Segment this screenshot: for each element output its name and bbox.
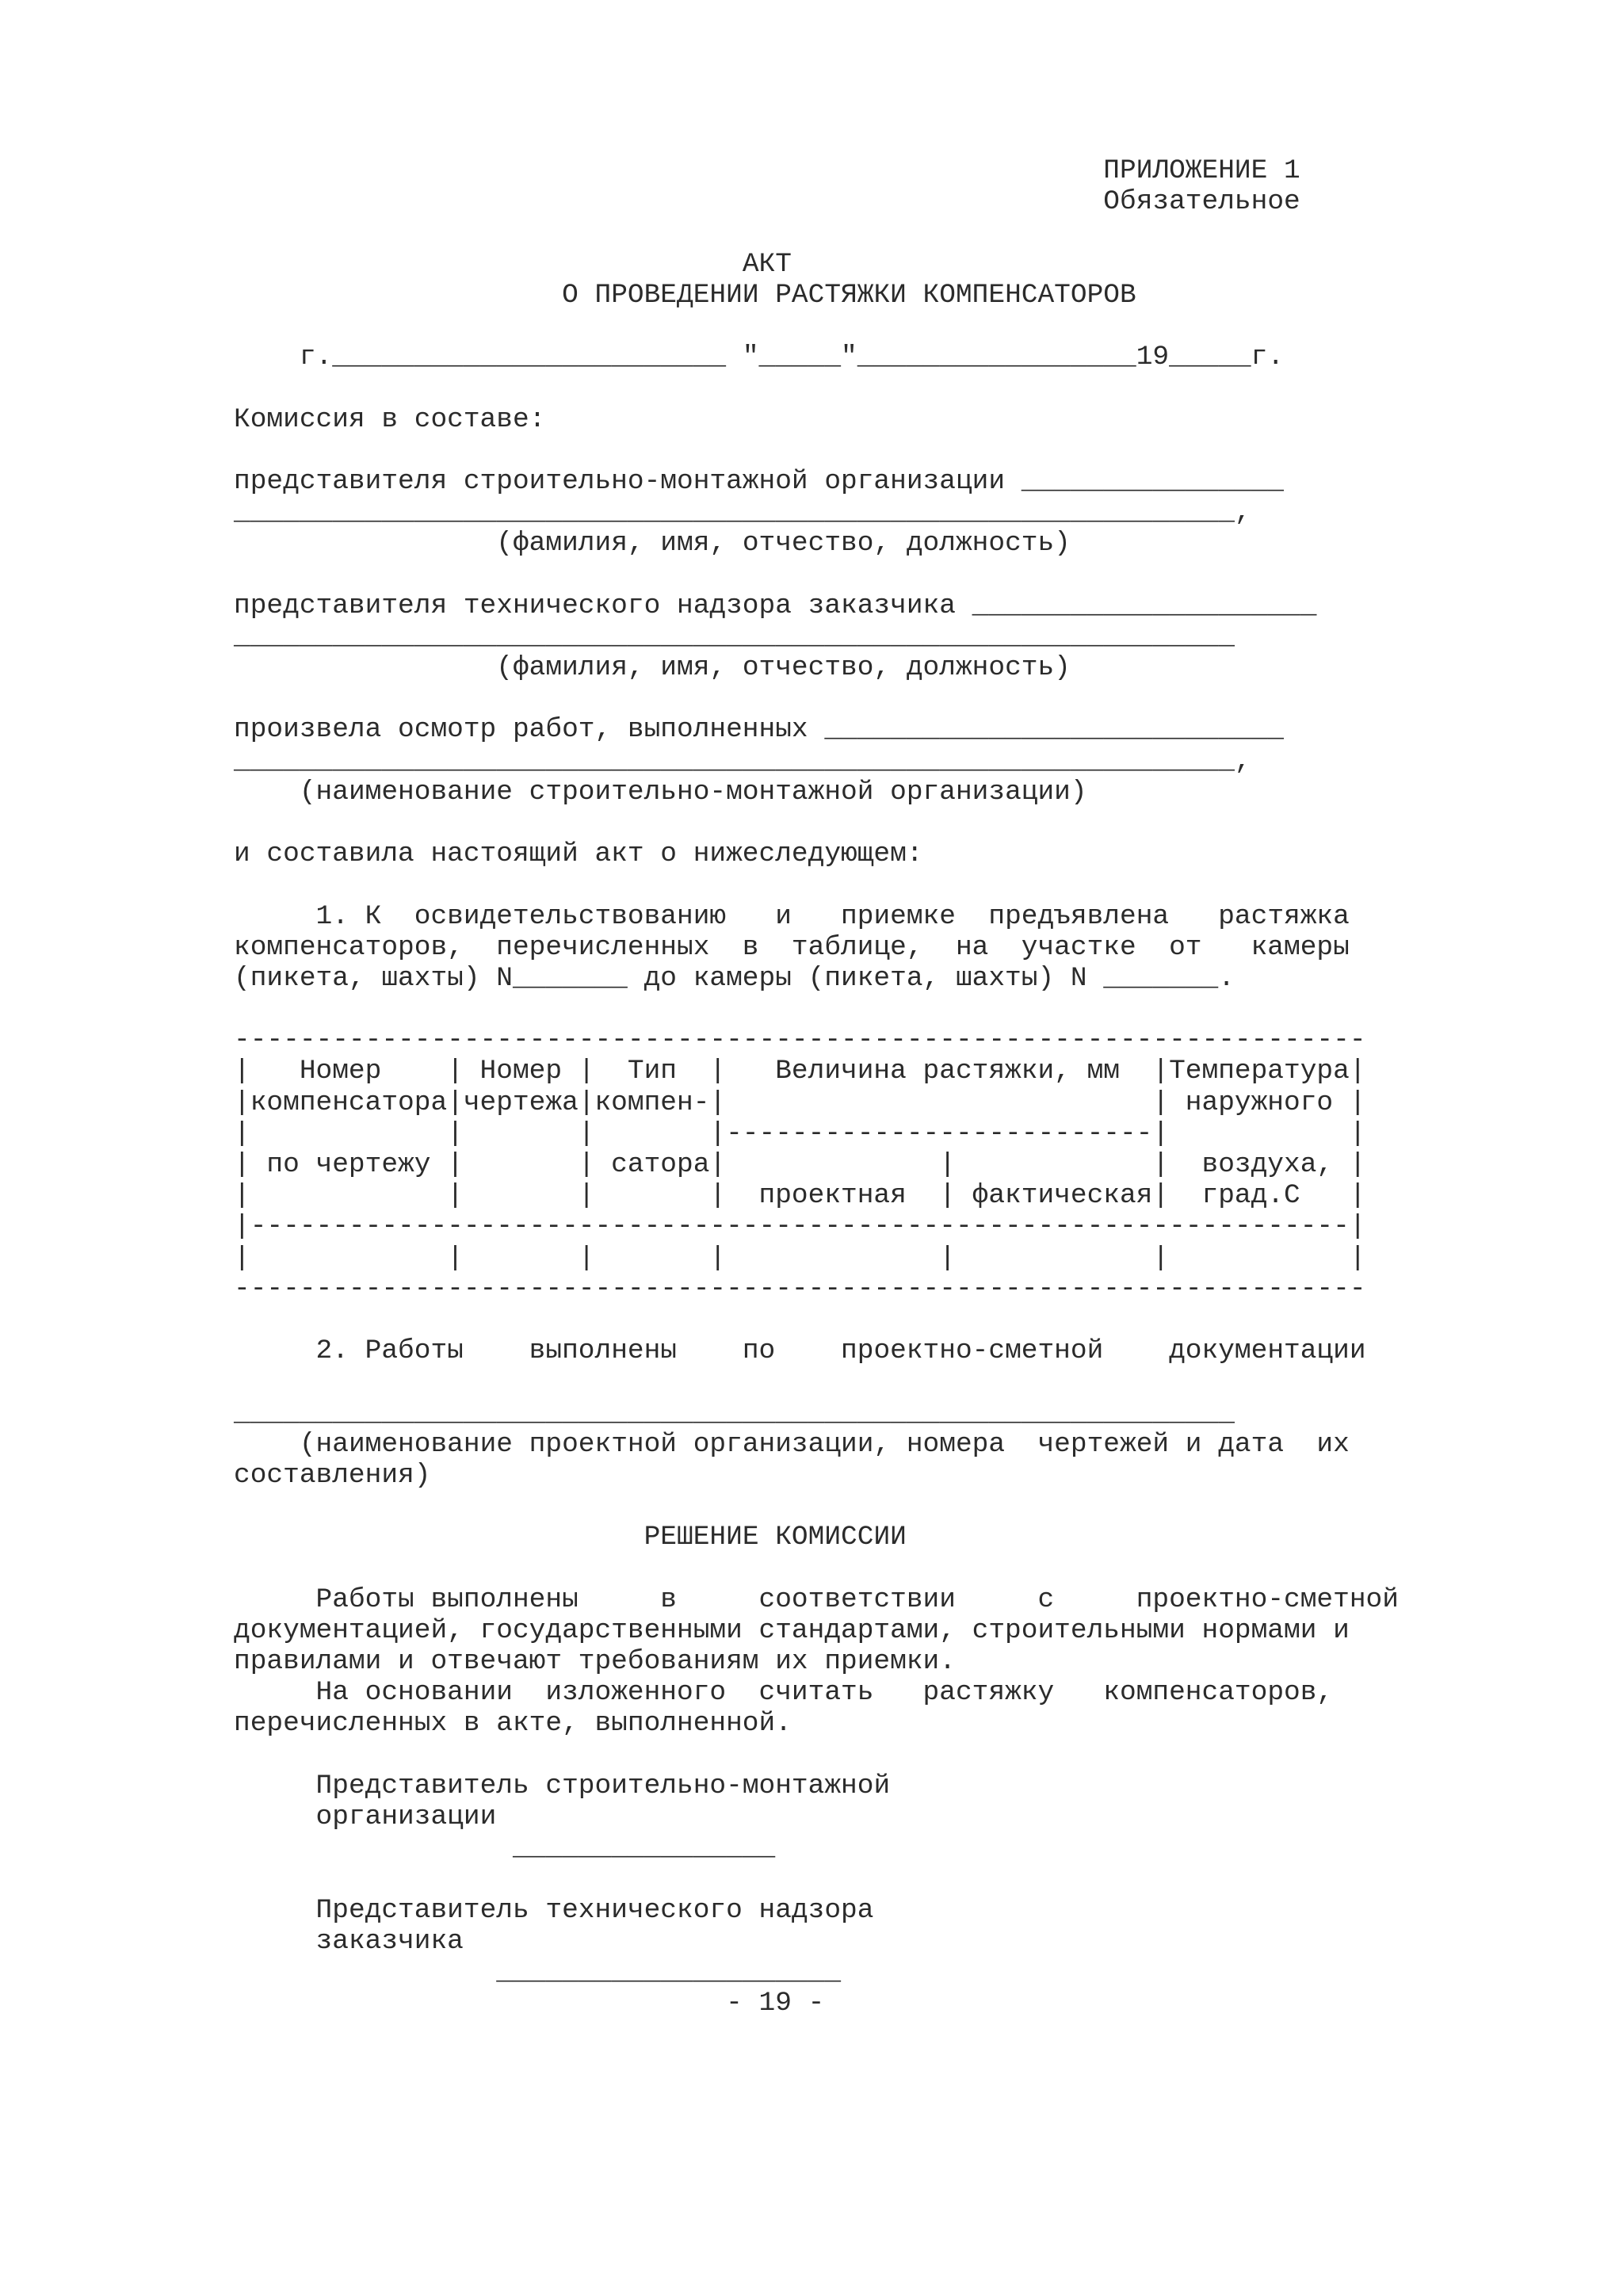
decision-text: правилами и отвечают требованиям их приемки.	[234, 1646, 956, 1677]
table-rule: ---------------------------------------------------------------------	[234, 1025, 1366, 1056]
composed-line: и составила настоящий акт о нижеследующем:	[234, 839, 923, 870]
inspected-blank: _____________________________________________________________,	[234, 745, 1251, 777]
builder-rep: представителя строительно-монтажной организации ________________	[234, 465, 1285, 497]
commission-intro: Комиссия в составе:	[234, 403, 546, 435]
document-body	[234, 155, 1399, 2019]
table-row: | | | | | | |	[234, 1242, 1366, 1274]
table-separator: |-------------------------------------------------------------------|	[234, 1211, 1366, 1243]
supervisor-rep-line: _____________________________________________________________	[234, 621, 1235, 652]
act-subtitle: О ПРОВЕДЕНИИ РАСТЯЖКИ КОМПЕНСАТОРОВ	[562, 279, 1136, 311]
act-title: АКТ	[742, 248, 792, 280]
date-line: г.________________________ "_____"_________________19_____г.	[299, 342, 1285, 373]
item2-hint: составления)	[234, 1459, 431, 1491]
signature-builder-line: ________________	[512, 1832, 776, 1864]
signature-supervisor-label: заказчика	[315, 1925, 464, 1957]
signature-builder-label: Представитель строительно-монтажной	[315, 1770, 891, 1801]
decision-text: На основании изложенного считать растяжку компенсаторов,	[315, 1677, 1334, 1709]
table-header-row: |компенсатора|чертежа|компен-| | наружного |	[234, 1087, 1366, 1118]
supervisor-rep: представителя технического надзора заказчика _____________________	[234, 590, 1317, 621]
table-header-row: | | | |--------------------------| |	[234, 1117, 1366, 1149]
decision-text: Работы выполнены в соответствии с проектно-сметной	[315, 1584, 1399, 1615]
decision-heading: РЕШЕНИЕ КОМИССИИ	[643, 1522, 907, 1553]
org-hint: (наименование строительно-монтажной организации)	[299, 776, 1087, 808]
item2-line: 2. Работы выполнены по проектно-сметной документации	[315, 1335, 1366, 1367]
name-hint: (фамилия, имя, отчество, должность)	[496, 528, 1071, 560]
item1-line: (пикета, шахты) N_______ до камеры (пикета, шахты) N _______.	[234, 962, 1235, 994]
item1-line: 1. К освидетельствованию и приемке предъявлена растяжка	[315, 900, 1350, 932]
decision-text: документацией, государственными стандартами, строительными нормами и	[234, 1614, 1350, 1646]
table-header-row: | Номер | Номер | Тип | Величина растяжки, мм |Температура|	[234, 1056, 1366, 1087]
mandatory-label: Обязательное	[1103, 186, 1300, 218]
table-header-row: | | | | проектная | фактическая| град.С |	[234, 1180, 1366, 1212]
signature-builder-label: организации	[315, 1801, 497, 1832]
item2-hint: (наименование проектной организации, номера чертежей и дата их	[299, 1428, 1350, 1460]
page-number: - 19 -	[726, 1988, 825, 2019]
appendix-label: ПРИЛОЖЕНИЕ 1	[1103, 155, 1300, 186]
decision-text: перечисленных в акте, выполненной.	[234, 1708, 792, 1740]
builder-rep-line: _____________________________________________________________,	[234, 497, 1251, 529]
signature-supervisor-line: _____________________	[496, 1956, 842, 1988]
table-rule: ---------------------------------------------------------------------	[234, 1273, 1366, 1305]
item1-line: компенсаторов, перечисленных в таблице, на участке от камеры	[234, 931, 1350, 963]
item2-blank: _____________________________________________________________	[234, 1397, 1235, 1429]
inspected-line: произвела осмотр работ, выполненных ____________________________	[234, 714, 1285, 746]
signature-supervisor-label: Представитель технического надзора	[315, 1894, 874, 1926]
name-hint: (фамилия, имя, отчество, должность)	[496, 652, 1071, 683]
table-header-row: | по чертежу | | сатора| | | воздуха, |	[234, 1149, 1366, 1180]
